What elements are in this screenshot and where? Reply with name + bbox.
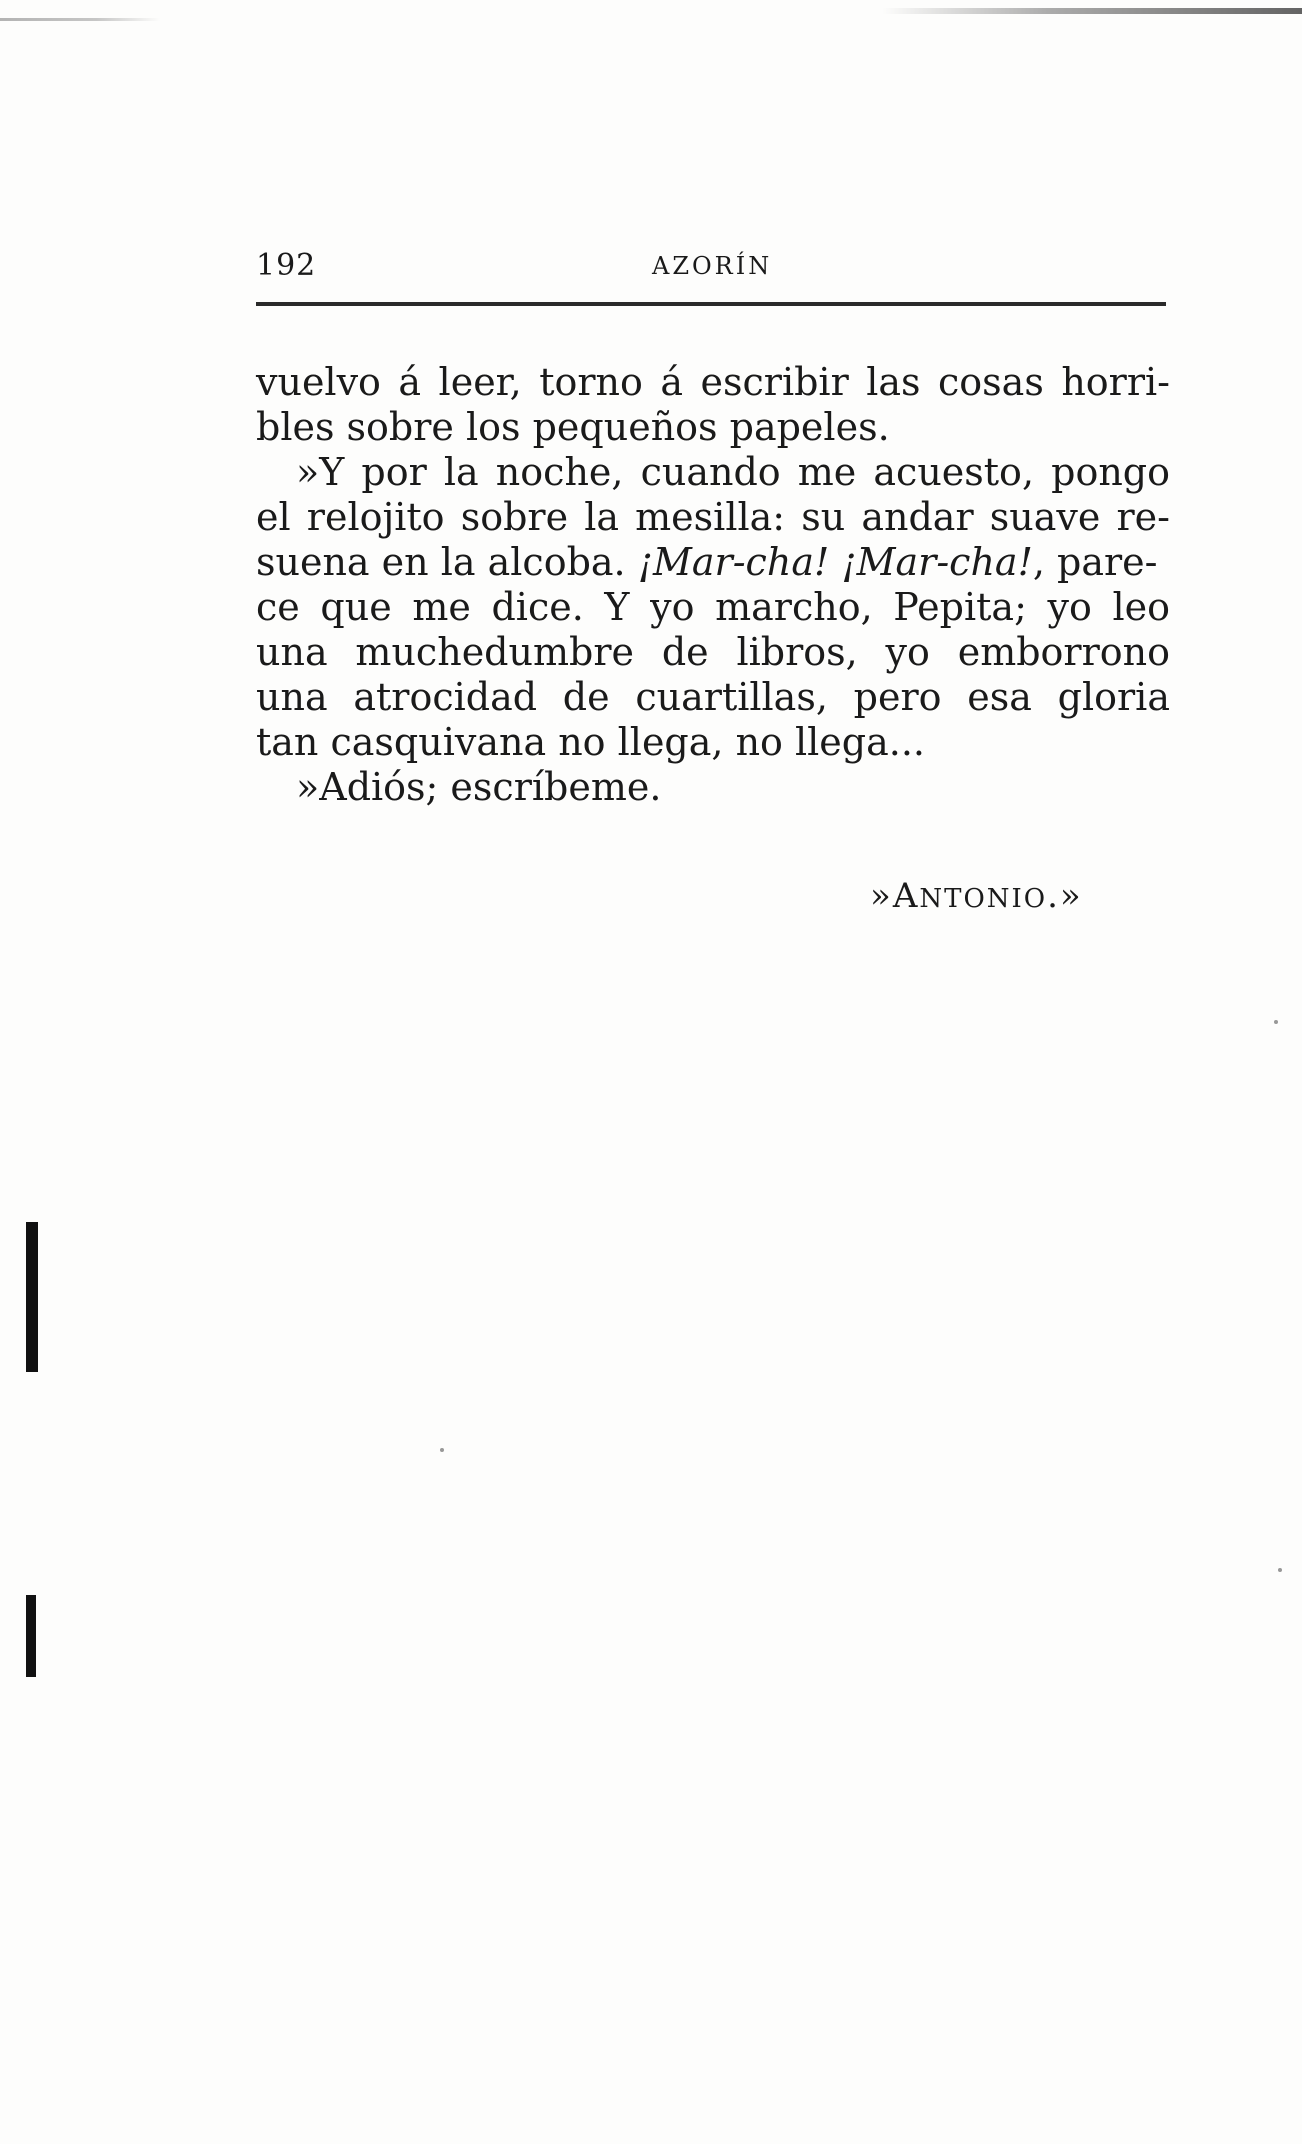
text-line: una atrocidad de cuartillas, pero esa gloria bbox=[256, 675, 1170, 719]
scan-artifact-top-right bbox=[882, 8, 1302, 14]
text-line: tan casquivana no llega, no llega... bbox=[256, 720, 926, 764]
text-line: el relojito sobre la mesilla: su andar suave re- bbox=[256, 495, 1170, 539]
text-line: una muchedumbre de libros, yo emborrono bbox=[256, 630, 1170, 674]
running-title: AZORÍN bbox=[652, 252, 773, 280]
scan-speck bbox=[440, 1448, 444, 1452]
text-line: »Y por la noche, cuando me acuesto, pongo bbox=[296, 450, 1170, 494]
text-line-mixed bbox=[256, 540, 1170, 585]
signature-close: .» bbox=[1047, 876, 1083, 916]
italic-run: ¡Mar-cha! ¡Mar-cha! bbox=[637, 540, 1033, 584]
signature-open-quote: » bbox=[870, 876, 893, 916]
running-head bbox=[256, 248, 1166, 288]
signature-rest: NTONIO bbox=[919, 884, 1048, 914]
header-rule bbox=[256, 302, 1166, 306]
text-line: vuelvo á leer, torno á escribir las cosas horri- bbox=[256, 360, 1170, 404]
signature-initial: A bbox=[892, 876, 920, 916]
text-line: bles sobre los pequeños papeles. bbox=[256, 405, 890, 449]
scan-artifact-top-left bbox=[0, 18, 160, 21]
scan-artifact-left-bar bbox=[26, 1222, 38, 1372]
body-text bbox=[256, 360, 1170, 810]
text-run: , pare- bbox=[1032, 540, 1158, 584]
scan-artifact-left-bar bbox=[26, 1595, 36, 1677]
text-line: »Adiós; escríbeme. bbox=[296, 765, 662, 809]
scan-speck bbox=[1278, 1568, 1282, 1572]
page-number: 192 bbox=[256, 248, 317, 283]
text-line: ce que me dice. Y yo marcho, Pepita; yo leo bbox=[256, 585, 1170, 629]
text-run: suena en la alcoba. bbox=[256, 540, 638, 584]
signature bbox=[870, 876, 1083, 916]
scan-speck bbox=[1274, 1020, 1278, 1024]
